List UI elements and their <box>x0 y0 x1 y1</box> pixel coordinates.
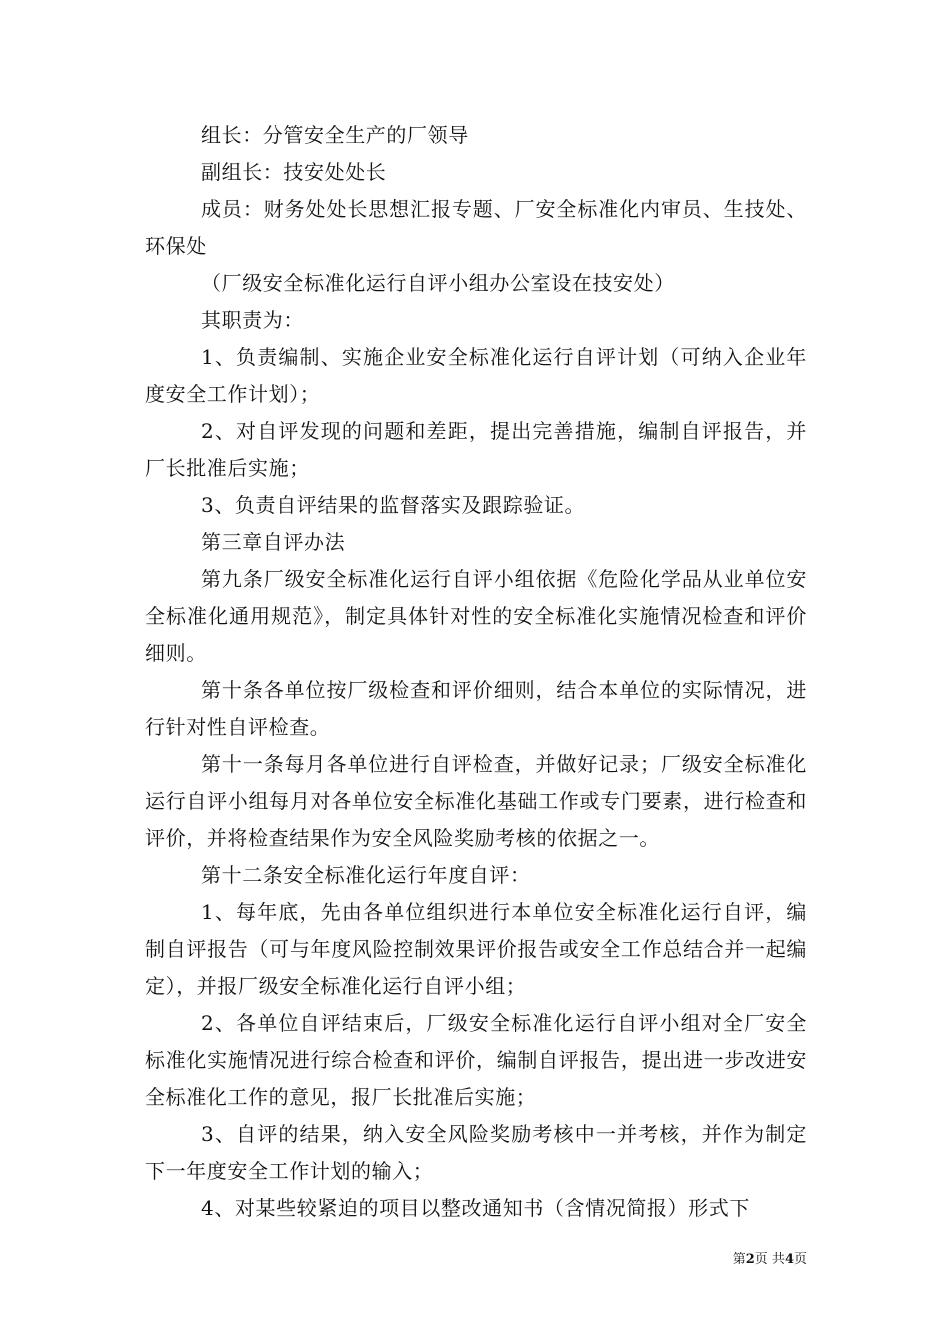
footer-total-pages: 4 <box>784 1252 794 1267</box>
paragraph-article-11: 第十一条每月各单位进行自评检查，并做好记录；厂级安全标准化运行自评小组每月对各单位安全标准化基础工作或专门要素，进行检查和评价，并将检查结果作为安全风险奖励考核的依据之一。 <box>145 752 807 850</box>
paragraph-annual-item-1: 1、每年底，先由各单位组织进行本单位安全标准化运行自评，编制自评报告（可与年度风险控制效果评价报告或安全工作总结合并一起编定），并报厂级安全标准化运行自评小组； <box>145 900 807 998</box>
paragraph-duty-2: 2、对自评发现的问题和差距，提出完善措施，编制自评报告，并厂长批准后实施； <box>145 419 807 480</box>
paragraph-annual-item-3: 3、自评的结果，纳入安全风险奖励考核中一并考核，并作为制定下一年度安全工作计划的输入； <box>145 1122 807 1183</box>
footer-current-page: 2 <box>745 1252 755 1267</box>
paragraph-members: 成员：财务处处长思想汇报专题、厂安全标准化内审员、生技处、环保处 <box>145 197 807 258</box>
paragraph-duties-heading: 其职责为： <box>201 308 304 332</box>
paragraph-article-10: 第十条各单位按厂级检查和评价细则，结合本单位的实际情况，进行针对性自评检查。 <box>145 678 807 739</box>
page-footer <box>695 1248 807 1267</box>
paragraph-annual-item-2: 2、各单位自评结束后，厂级安全标准化运行自评小组对全厂安全标准化实施情况进行综合检查和评价，编制自评报告，提出进一步改进安全标准化工作的意见，报厂长批准后实施； <box>145 1011 807 1109</box>
paragraph-article-12: 第十二条安全标准化运行年度自评： <box>201 863 531 887</box>
document-body <box>145 117 807 1227</box>
paragraph-group-leader: 组长：分管安全生产的厂领导 <box>201 123 469 147</box>
footer-middle: 页 共 <box>754 1252 785 1267</box>
paragraph-annual-item-4: 4、对某些较紧迫的项目以整改通知书（含情况简报）形式下 <box>201 1196 750 1220</box>
footer-suffix: 页 <box>793 1252 807 1267</box>
paragraph-duty-1: 1、负责编制、实施企业安全标准化运行自评计划（可纳入企业年度安全工作计划）； <box>145 345 807 406</box>
footer-prefix: 第 <box>732 1252 746 1267</box>
paragraph-deputy-leader: 副组长：技安处处长 <box>201 160 387 184</box>
paragraph-office-note: （厂级安全标准化运行自评小组办公室设在技安处） <box>201 271 675 295</box>
paragraph-article-9: 第九条厂级安全标准化运行自评小组依据《危险化学品从业单位安全标准化通用规范》，制定具体针对性的安全标准化实施情况检查和评价细则。 <box>145 567 807 665</box>
chapter-heading: 第三章自评办法 <box>201 530 346 554</box>
paragraph-duty-3: 3、负责自评结果的监督落实及跟踪验证。 <box>201 493 586 517</box>
